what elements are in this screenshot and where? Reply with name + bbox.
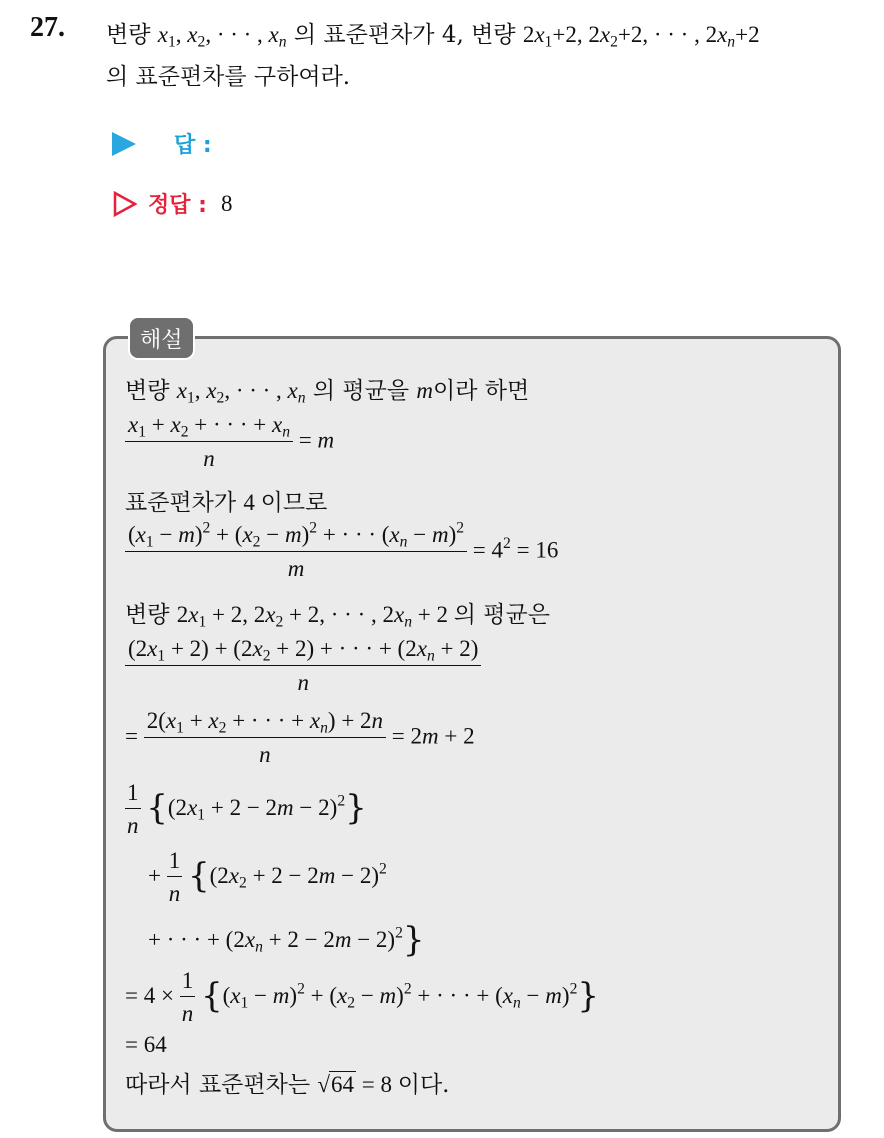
answer-label: 답 : [174,133,212,158]
outline-triangle-icon [112,191,138,217]
correct-answer-value: 8 [220,190,233,216]
explanation-line: 변량 $2x_1 + 2$, $2x_2 + 2$, · · · , $2x_n + 2$ 의 평균은 [125,602,550,631]
answer-row [112,128,212,159]
variance-equation: $\frac{(x_1 - m)^2 + (x_2 - m)^2 + \cdot \cdot \cdot (x_n - m)^2}{m}$ = $4^2 = 16$ [125,522,558,582]
result-64: = 64 [125,1032,167,1057]
explanation-line: 변량 $x_1$, $x_2$, · · · , $x_n$ 의 평균을 m이라 하면 [125,378,530,407]
new-mean-result: = $\frac{2(x_1 + x_2 + \cdot \cdot \cdot + x_n) + 2n}{n}$ = 2m + 2 [125,708,475,767]
new-variance-line2: + $\frac{1}{n}$ {$(2x_2 + 2 - 2m - 2)^2$ [148,848,387,906]
problem-text-line2: 의 표준편차를 구하여라. [106,64,351,90]
correct-answer-row [112,188,232,219]
new-variance-line4: = 4 × $\frac{1}{n}$ {$(x_1 - m)^2 + (x_2 - m)^2$ + · · · + $(x_n - m)^2$} [125,968,600,1026]
explanation-line: 표준편차가 4 이므로 [125,490,328,516]
problem-text-line1: 변량 $x_1$, $x_2$, · · · , $x_n$ 의 표준편차가 4, 변량 $2x_1+2$, $2x_2+2$, · · · , $2x_n+2$ [106,22,760,51]
conclusion-line: 따라서 표준편차는 √ 64 = 8 이다. [125,1072,450,1098]
play-triangle-icon [112,132,136,156]
mean-equation: $\frac{x_1 + x_2 + \cdot \cdot \cdot + x_n}{n}$ = m [125,412,334,472]
new-mean-equation: $\frac{(2x_1 + 2) + (2x_2 + 2) + \cdot \cdot \cdot + (2x_n + 2)}{n}$ [125,636,481,696]
new-variance-line3: + · · · + $(2x_n + 2 - 2m - 2)^2$} [148,920,425,960]
new-variance-line1: $\frac{1}{n}$ $\{(2x_1 + 2 - 2m - 2)^2\}$ [127,780,367,838]
correct-answer-label: 정답 : [148,193,207,218]
explanation-tab: 해설 [128,316,195,360]
problem-number: 27. [30,12,65,43]
